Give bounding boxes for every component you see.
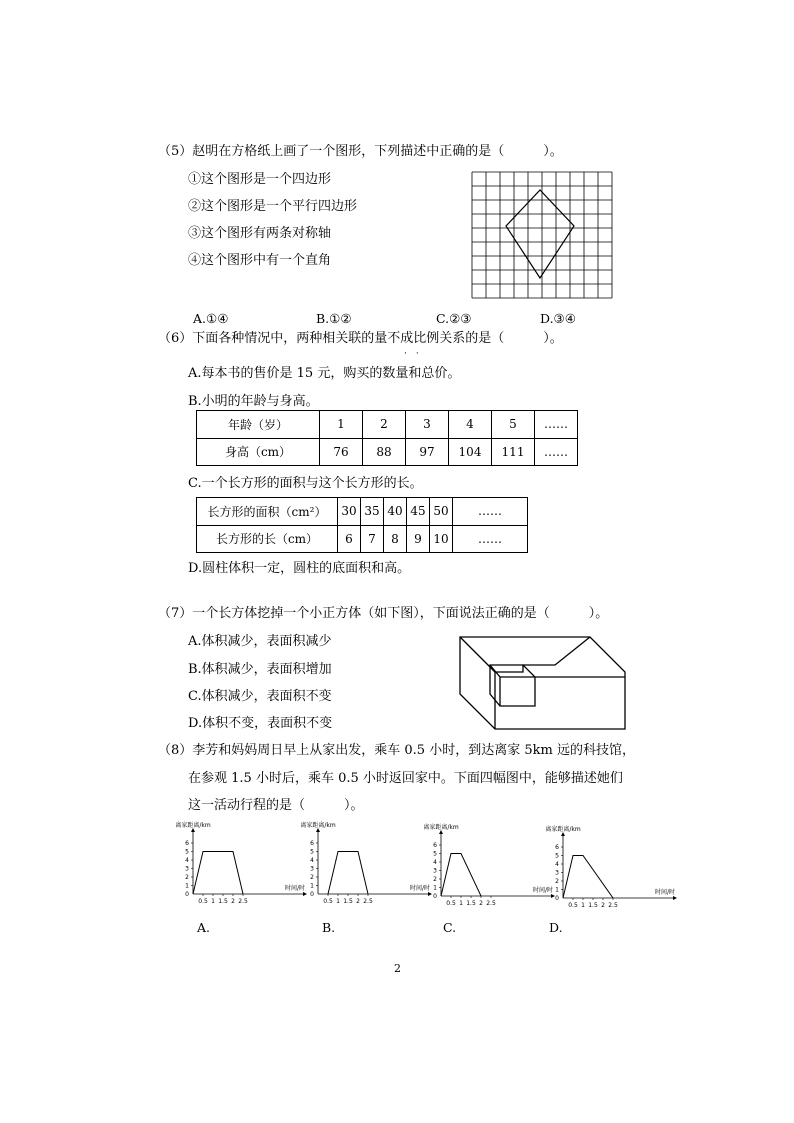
- y-tick-label: 6: [310, 840, 314, 847]
- table-cell: 长方形的长（cm）: [197, 525, 338, 553]
- graph-b-plot: [280, 822, 431, 912]
- table-cell: 9: [407, 525, 430, 553]
- x-tick-label: 0.5: [198, 898, 208, 905]
- table-cell: 10: [430, 525, 453, 553]
- table-cell: 97: [406, 438, 449, 466]
- emphasis-dots: ··: [404, 349, 428, 359]
- table-cell: 35: [361, 498, 384, 526]
- x-tick-label: 1.5: [343, 898, 353, 905]
- y-tick-label: 0: [310, 891, 314, 898]
- y-tick-label: 2: [185, 874, 189, 881]
- q7-cuboid-figure: [455, 632, 633, 736]
- x-tick-label: 1.5: [218, 898, 228, 905]
- distance-series-line: [441, 854, 481, 897]
- y-axis-label: 离家距离/km: [423, 824, 459, 831]
- y-tick-label: 6: [185, 840, 189, 847]
- q6-table-area-length: [196, 497, 528, 553]
- graph-d: [525, 826, 676, 916]
- table-cell: 40: [384, 498, 407, 526]
- x-axis-label: 时间/时: [654, 889, 676, 896]
- q5-statement-3: ③这个图形有两条对称轴: [188, 226, 332, 241]
- y-tick-label: 1: [310, 882, 314, 890]
- q5-stem: （5）赵明在方格纸上画了一个图形，下列描述中正确的是（ ）。: [158, 144, 563, 159]
- q5-option-a[interactable]: A.①④: [193, 311, 229, 326]
- q8-text-line-2: 在参观 1.5 小时后，乘车 0.5 小时返回家中。下面四幅图中，能够描述她们: [188, 771, 623, 786]
- y-tick-label: 1: [433, 884, 437, 892]
- table-cell: 年龄（岁）: [197, 411, 320, 439]
- q7-option-a[interactable]: A.体积减少，表面积减少: [188, 634, 332, 649]
- distance-series-line: [193, 852, 243, 895]
- x-tick-label: 2: [479, 900, 483, 907]
- q7-option-b[interactable]: B.体积减少，表面积增加: [188, 662, 332, 677]
- x-tick-label: 0.5: [568, 902, 578, 909]
- q5-grid-figure: [470, 170, 614, 298]
- x-tick-label: 2.5: [363, 898, 373, 905]
- graph-a-plot: [155, 822, 306, 912]
- table-cell: 7: [361, 525, 384, 553]
- y-tick-label: 0: [433, 893, 437, 900]
- x-tick-label: 2.5: [238, 898, 248, 905]
- y-tick-label: 3: [310, 865, 314, 873]
- x-tick-label: 1: [581, 902, 585, 909]
- graph-c-plot: [403, 824, 554, 914]
- x-tick-label: 2: [356, 898, 360, 905]
- table-cell: 长方形的面积（cm²）: [197, 498, 338, 526]
- y-tick-label: 0: [555, 895, 559, 902]
- q5-statement-4: ④这个图形中有一个直角: [188, 253, 332, 268]
- table-cell: 2: [363, 411, 406, 439]
- y-tick-label: 3: [433, 867, 437, 875]
- table-row: [197, 438, 578, 466]
- q5-option-c[interactable]: C.②③: [436, 311, 472, 326]
- x-tick-label: 1: [336, 898, 340, 905]
- table-cell: 88: [363, 438, 406, 466]
- graph-label-d[interactable]: D.: [549, 920, 563, 935]
- page-number: 2: [394, 962, 401, 975]
- table-cell: 身高（cm）: [197, 438, 320, 466]
- y-axis-label: 离家距离/km: [545, 826, 581, 833]
- table-cell: ……: [453, 525, 528, 553]
- y-tick-label: 2: [310, 874, 314, 881]
- distance-series-line: [563, 856, 613, 899]
- table-cell: 1: [320, 411, 363, 439]
- x-tick-label: 1.5: [588, 902, 598, 909]
- x-axis-label: 时间/时: [532, 887, 554, 894]
- table-cell: 76: [320, 438, 363, 466]
- q6-table-age-height: [196, 410, 578, 466]
- x-tick-label: 2.5: [486, 900, 496, 907]
- y-tick-label: 5: [555, 852, 559, 860]
- graph-c: [403, 824, 554, 914]
- table-cell: 111: [492, 438, 535, 466]
- table-cell: ……: [535, 438, 578, 466]
- y-tick-label: 0: [185, 891, 189, 898]
- q7-option-c[interactable]: C.体积减少，表面积不变: [188, 689, 332, 704]
- q6-stem: （6）下面各种情况中，两种相关联的量不成比例关系的是（ ）。: [158, 331, 563, 346]
- y-tick-label: 6: [433, 842, 437, 849]
- graph-d-plot: [525, 826, 676, 916]
- x-tick-label: 1.5: [466, 900, 476, 907]
- y-tick-label: 2: [433, 876, 437, 883]
- x-tick-label: 2: [601, 902, 605, 909]
- y-tick-label: 5: [185, 848, 189, 856]
- y-axis-label: 离家距离/km: [300, 822, 336, 829]
- q6-option-c: C.一个长方形的面积与这个长方形的长。: [188, 476, 423, 491]
- y-tick-label: 2: [555, 878, 559, 885]
- table-cell: ……: [535, 411, 578, 439]
- q6-option-a: A.每本书的售价是 15 元，购买的数量和总价。: [188, 366, 461, 381]
- y-tick-label: 4: [555, 861, 559, 868]
- q8-text-line-1: （8）李芳和妈妈周日早上从家出发，乘车 0.5 小时，到达离家 5km 远的科技馆，: [158, 743, 635, 758]
- y-tick-label: 1: [185, 882, 189, 890]
- table-row: [197, 498, 528, 526]
- q8-text-line-3: 这一活动行程的是（ ）。: [188, 798, 364, 813]
- q5-kite-shape: [506, 190, 574, 278]
- y-tick-label: 5: [310, 848, 314, 856]
- y-tick-label: 4: [310, 857, 314, 864]
- x-axis-arrow: [673, 896, 677, 900]
- table-row: [197, 411, 578, 439]
- y-axis-label: 离家距离/km: [175, 822, 211, 829]
- q6-option-b: B.小明的年龄与身高。: [188, 394, 319, 409]
- table-cell: 104: [449, 438, 492, 466]
- table-cell: 30: [338, 498, 361, 526]
- graph-label-a[interactable]: A.: [197, 920, 211, 935]
- graph-label-b[interactable]: B.: [322, 920, 336, 935]
- q5-option-d[interactable]: D.③④: [540, 311, 576, 326]
- y-tick-label: 3: [185, 865, 189, 873]
- y-tick-label: 1: [555, 886, 559, 894]
- table-cell: 45: [407, 498, 430, 526]
- table-cell: 8: [384, 525, 407, 553]
- q7-stem: （7）一个长方体挖掉一个小正方体（如下图），下面说法正确的是（ ）。: [158, 606, 609, 621]
- y-tick-label: 3: [555, 869, 559, 877]
- x-tick-label: 1: [459, 900, 463, 907]
- q7-option-d[interactable]: D.体积不变，表面积不变: [188, 716, 333, 731]
- y-tick-label: 4: [185, 857, 189, 864]
- x-axis-label: 时间/时: [284, 885, 306, 892]
- x-tick-label: 2.5: [608, 902, 618, 909]
- x-tick-label: 2: [231, 898, 235, 905]
- y-tick-label: 6: [555, 844, 559, 851]
- table-cell: 4: [449, 411, 492, 439]
- x-axis-label: 时间/时: [409, 885, 431, 892]
- distance-series-line: [328, 852, 368, 895]
- x-tick-label: 0.5: [323, 898, 333, 905]
- x-tick-label: 0.5: [446, 900, 456, 907]
- table-cell: 3: [406, 411, 449, 439]
- q6-option-d: D.圆柱体积一定，圆柱的底面积和高。: [188, 561, 411, 576]
- q5-statement-1: ①这个图形是一个四边形: [188, 172, 332, 187]
- x-tick-label: 1: [211, 898, 215, 905]
- y-tick-label: 4: [433, 859, 437, 866]
- table-cell: 50: [430, 498, 453, 526]
- graph-a: [155, 822, 306, 912]
- graph-label-c[interactable]: C.: [443, 920, 457, 935]
- q5-statement-2: ②这个图形是一个平行四边形: [188, 199, 358, 214]
- table-cell: 5: [492, 411, 535, 439]
- table-cell: ……: [453, 498, 528, 526]
- q5-option-b[interactable]: B.①②: [316, 311, 352, 326]
- table-row: [197, 525, 528, 553]
- y-tick-label: 5: [433, 850, 437, 858]
- table-cell: 6: [338, 525, 361, 553]
- graph-b: [280, 822, 431, 912]
